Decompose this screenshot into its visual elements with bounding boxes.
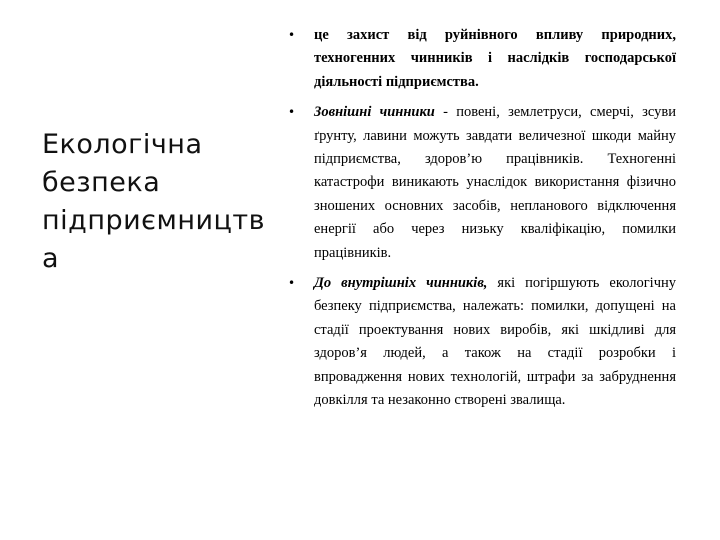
bullet-item-internal-factors: [288, 272, 676, 412]
external-factors-term: Зовнішні чинники: [314, 104, 435, 121]
definition-text: це захист від руйнівного впливу природних, техногенних чинників і наслідків господарської діяльності підприємства.: [314, 27, 676, 90]
bullet-list: [288, 24, 676, 420]
slide-title: Екологічна безпека підприємництв а: [42, 129, 266, 274]
bullet-item-external-factors: [288, 101, 676, 265]
external-factors-text: - повені, землетруси, смерчі, зсуви ґрунту, лавини можуть завдати величезної шкоди майну підприємства, здоров’ю працівників. Техногенні катастрофи виникають унаслідок використання фізично зношених основних засобів, непланового відключення енергії або через низьку кваліфікацію, помилки працівників.: [314, 104, 676, 261]
internal-factors-text: які погіршують екологічну безпеку підприємства, належать: помилки, допущені на стадії проектування нових виробів, які шкідливі для здоров’я людей, а також на стадії розробки і впровадження нових технологій, штрафи за забруднення довкілля та незаконно створені звалища.: [314, 275, 676, 409]
bullet-icon: •: [288, 28, 296, 42]
bullet-icon: •: [288, 105, 296, 120]
bullet-item-definition: [288, 24, 676, 94]
bullet-icon: •: [288, 276, 296, 291]
internal-factors-term: До внутрішніх чинників,: [314, 275, 488, 292]
